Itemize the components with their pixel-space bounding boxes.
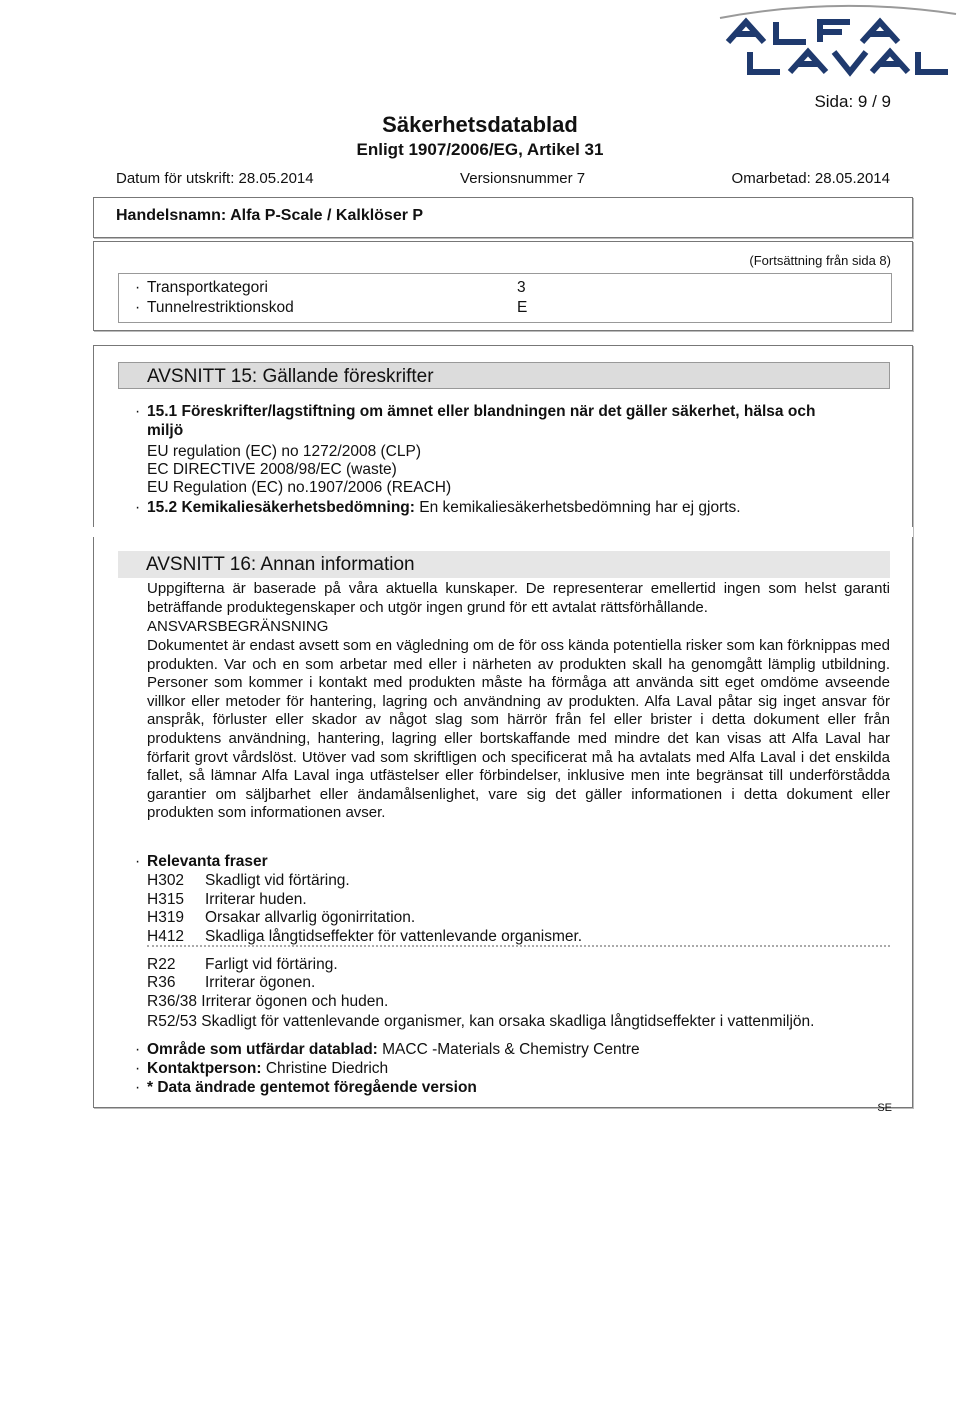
meta-row xyxy=(116,170,890,187)
phrase-text: Farligt vid förtäring. xyxy=(205,956,338,973)
trade-name: Handelsnamn: Alfa P-Scale / Kalklöser P xyxy=(116,207,424,224)
revised-date: Omarbetad: 28.05.2014 xyxy=(731,170,890,187)
section-separator xyxy=(93,527,913,537)
tunnel-code-label: Tunnelrestriktionskod xyxy=(147,299,294,316)
section-15-1-line2: miljö xyxy=(147,422,184,439)
section-15-2-label: 15.2 Kemikaliesäkerhetsbedömning: xyxy=(147,499,415,516)
phrase-code: H302 xyxy=(147,872,185,889)
phrase-text: Skadligt vid förtäring. xyxy=(205,872,350,889)
section-16-intro: Uppgifterna är baserade på våra aktuella kunskaper. De representerar emellertid ingen som helst garanti beträffande produktegenskaper och utgör ingen grund för ett avtalat rättsförhållande. xyxy=(147,580,890,616)
version-number: Versionsnummer 7 xyxy=(460,170,586,187)
bullet-dot: · xyxy=(135,1060,141,1077)
dotted-divider xyxy=(147,945,890,947)
section-16-heading: AVSNITT 16: Annan information xyxy=(118,551,890,578)
transport-category-value: 3 xyxy=(517,279,526,296)
h-phrase-row xyxy=(147,890,307,909)
section-15-1-line1: 15.1 Föreskrifter/lagstiftning om ämnet eller blandningen när det gäller säkerhet, hälsa och xyxy=(147,403,816,420)
print-date: Datum för utskrift: 28.05.2014 xyxy=(116,170,314,187)
r-phrase-row xyxy=(147,973,315,992)
phrase-text: Orsakar allvarlig ögonirritation. xyxy=(205,909,416,926)
issuer-label: Område som utfärdar datablad: xyxy=(147,1041,378,1058)
page-number: Sida: 9 / 9 xyxy=(814,92,891,111)
section-15-2-text: En kemikaliesäkerhetsbedömning har ej gjorts. xyxy=(419,499,741,516)
phrase-code: R36/38 xyxy=(147,993,197,1010)
regulation-item: EU Regulation (EC) no.1907/2006 (REACH) xyxy=(147,479,452,496)
phrase-text: Irriterar ögonen och huden. xyxy=(201,993,389,1010)
phrase-text: Skadligt för vattenlevande organismer, kan orsaka skadliga långtidseffekter i vattenmiljön. xyxy=(201,1013,815,1030)
phrase-text: Irriterar ögonen. xyxy=(205,974,316,991)
contact-value: Christine Diedrich xyxy=(265,1060,389,1077)
phrase-text: Irriterar huden. xyxy=(205,891,307,908)
continued-note: (Fortsättning från sida 8) xyxy=(749,253,891,268)
phrase-code: H315 xyxy=(147,891,185,908)
phrase-code: R36 xyxy=(147,974,176,991)
phrase-text: Skadliga långtidseffekter för vattenlevande organismer. xyxy=(205,928,583,945)
disclaimer-title: ANSVARSBEGRÄNSNING xyxy=(147,618,329,635)
h-phrase-row xyxy=(147,871,350,890)
contact-row xyxy=(147,1059,388,1078)
changed-data-note: * Data ändrade gentemot föregående version xyxy=(147,1079,477,1096)
bullet-dot: · xyxy=(135,403,141,420)
document-title: Säkerhetsdatablad xyxy=(382,112,578,137)
phrase-code: H412 xyxy=(147,928,185,945)
transport-category-label: Transportkategori xyxy=(147,279,268,296)
bullet-dot: · xyxy=(135,299,141,316)
issuer-value: MACC -Materials & Chemistry Centre xyxy=(382,1041,640,1058)
bullet-dot: · xyxy=(135,499,141,516)
section-15-2 xyxy=(147,498,741,517)
issuer-row xyxy=(147,1040,640,1059)
regulation-item: EU regulation (EC) no 1272/2008 (CLP) xyxy=(147,443,421,460)
disclaimer-text: Dokumentet är endast avsett som en vägledning om de för oss kända potentiella risker som kan förknippas med produkten. Var och en som arbetar med eller i närheten av produkten skall ha genomgått lämplig utbildning. Personer som kommer i kontakt med produkten måste ha förmåga att använda sitt eget omdöme avseende villkor eller metoder för hantering, lagring och användning av produkten. Alfa Laval påtar sig inget ansvar för anspråk, förluster eller skador av något slag som härrör från fel eller brister i detta dokument eller från produktens användning, hantering, lagring eller bortskaffande med mindre det kan visas att Alfa Laval har förfarit grovt vårdslöst. Utöver vad som skriftligen och specificerat må ha avtalats med Alfa Laval i det enskilda fallet, så lämnar Alfa Laval inga utfästelser eller förbindelser, inklusive men inte begränsat till underförstådda garantier om säljbarhet eller ändamålsenlighet, vare sig det gäller informationen i detta dokument eller produkten som informationen avser. xyxy=(147,637,890,822)
bullet-dot: · xyxy=(135,279,141,296)
phrase-code: H319 xyxy=(147,909,185,926)
h-phrase-row xyxy=(147,908,415,927)
country-code: SE xyxy=(877,1102,892,1114)
r-phrase-row xyxy=(147,955,338,974)
regulation-item: EC DIRECTIVE 2008/98/EC (waste) xyxy=(147,461,397,478)
h-phrase-row xyxy=(147,927,582,946)
r-phrase-row xyxy=(147,1012,814,1031)
alfa-laval-logo xyxy=(716,4,960,82)
relevant-phrases-label: Relevanta fraser xyxy=(147,853,268,870)
phrase-code: R52/53 xyxy=(147,1013,197,1030)
r-phrase-row xyxy=(147,992,388,1011)
contact-label: Kontaktperson: xyxy=(147,1060,262,1077)
bullet-dot: · xyxy=(135,1079,141,1096)
tunnel-code-value: E xyxy=(517,299,528,316)
document-subtitle: Enligt 1907/2006/EG, Artikel 31 xyxy=(356,140,604,159)
bullet-dot: · xyxy=(135,1041,141,1058)
bullet-dot: · xyxy=(135,853,141,870)
phrase-code: R22 xyxy=(147,956,176,973)
section-15-heading: AVSNITT 15: Gällande föreskrifter xyxy=(118,362,890,389)
